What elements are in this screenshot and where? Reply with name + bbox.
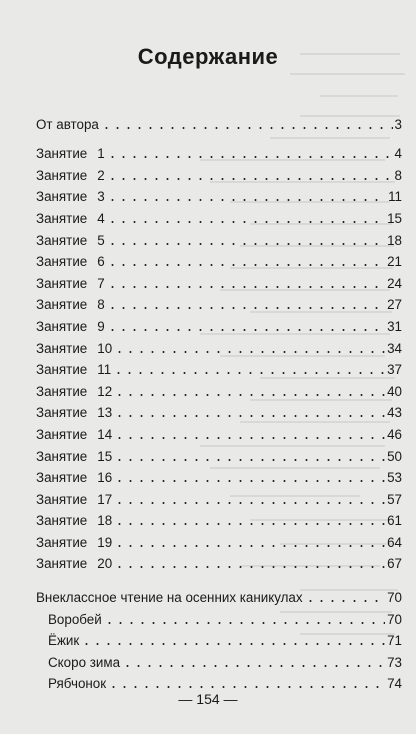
lesson-number: 15 xyxy=(97,448,113,464)
toc-entry-page: 34 xyxy=(387,340,402,356)
lesson-number: 12 xyxy=(97,383,113,399)
toc-row-extra-item-1 xyxy=(36,605,402,627)
dot-leader xyxy=(305,600,386,602)
table-of-contents xyxy=(36,110,402,691)
toc-row-lesson-9 xyxy=(36,312,402,334)
toc-entry-page: 73 xyxy=(387,654,402,670)
dot-leader xyxy=(114,459,385,461)
dot-leader xyxy=(107,307,385,309)
toc-entry-label: Воробей xyxy=(48,611,102,627)
toc-row-extra-item-4 xyxy=(36,670,402,692)
toc-row-lesson-13 xyxy=(36,399,402,421)
toc-row-lesson-17 xyxy=(36,485,402,507)
toc-entry-page: 46 xyxy=(387,426,402,442)
toc-entry-page: 31 xyxy=(387,318,402,334)
toc-entry-label: Занятие xyxy=(36,470,88,486)
toc-entry-page: 37 xyxy=(387,362,402,378)
toc-entry-page: 74 xyxy=(387,676,402,692)
toc-entry-label: Занятие xyxy=(36,189,88,205)
dot-leader xyxy=(107,156,393,158)
toc-row-lesson-10 xyxy=(36,334,402,356)
toc-entry-label: Рябчонок xyxy=(48,676,107,692)
lesson-number: 17 xyxy=(97,491,113,507)
page-number: — 154 — xyxy=(178,691,238,707)
toc-entry-page: 21 xyxy=(387,254,402,270)
toc-entry-page: 70 xyxy=(387,590,402,606)
toc-entry-label: Занятие xyxy=(36,146,88,162)
dot-leader xyxy=(107,264,385,266)
toc-entry-label: Занятие xyxy=(36,383,88,399)
toc-entry-label: Занятие xyxy=(36,254,88,270)
toc-row-lesson-5 xyxy=(36,226,402,248)
toc-entry-page: 71 xyxy=(387,633,402,649)
toc-entry-page: 57 xyxy=(387,491,402,507)
lesson-number: 4 xyxy=(97,210,105,226)
lesson-number: 8 xyxy=(97,297,105,313)
toc-row-lesson-14 xyxy=(36,420,402,442)
toc-entry-label: Занятие xyxy=(36,556,88,572)
lesson-number: 14 xyxy=(97,426,113,442)
dot-leader xyxy=(107,286,385,288)
toc-row-lesson-6 xyxy=(36,248,402,270)
toc-row-lesson-7 xyxy=(36,269,402,291)
lesson-number: 19 xyxy=(97,534,113,550)
lesson-number: 18 xyxy=(97,513,113,529)
dot-leader xyxy=(108,686,385,688)
lesson-number: 6 xyxy=(97,254,105,270)
toc-entry-page: 27 xyxy=(387,297,402,313)
toc-entry-label: Ёжик xyxy=(48,633,80,649)
lesson-number: 2 xyxy=(97,167,105,183)
toc-row-extra-item-3 xyxy=(36,648,402,670)
lesson-number: 16 xyxy=(97,470,113,486)
toc-entry-page: 3 xyxy=(394,116,402,132)
toc-entry-label: Занятие xyxy=(36,513,88,529)
toc-entry-label: Занятие xyxy=(36,448,88,464)
lesson-number: 13 xyxy=(97,405,113,421)
toc-entry-label: От автора xyxy=(36,116,99,132)
toc-entry-label: Занятие xyxy=(36,405,88,421)
lesson-number: 5 xyxy=(97,232,105,248)
dot-leader xyxy=(122,665,385,667)
toc-row-extra-item-2 xyxy=(36,627,402,649)
lesson-number: 10 xyxy=(97,340,113,356)
dot-leader xyxy=(101,127,393,129)
dot-leader xyxy=(81,643,385,645)
toc-entry-page: 15 xyxy=(387,210,402,226)
dot-leader xyxy=(114,437,385,439)
toc-entry-label: Занятие xyxy=(36,340,88,356)
toc-entry-page: 4 xyxy=(394,146,402,162)
dot-leader xyxy=(107,221,385,223)
toc-entry-label: Занятие xyxy=(36,318,88,334)
toc-entry-label: Внеклассное чтение на осенних каникулах xyxy=(36,590,303,606)
toc-entry-page: 67 xyxy=(387,556,402,572)
dot-leader xyxy=(114,545,385,547)
lesson-number: 20 xyxy=(97,556,113,572)
dot-leader xyxy=(114,394,385,396)
dot-leader xyxy=(107,329,385,331)
toc-entry-page: 64 xyxy=(387,534,402,550)
dot-leader xyxy=(107,178,393,180)
lesson-number: 7 xyxy=(97,275,105,291)
dot-leader xyxy=(114,480,385,482)
toc-entry-label: Занятие xyxy=(36,297,88,313)
dot-leader xyxy=(114,523,385,525)
toc-row-lesson-16 xyxy=(36,464,402,486)
lesson-number: 1 xyxy=(97,146,105,162)
toc-row-from-author xyxy=(36,110,402,132)
toc-entry-page: 50 xyxy=(387,448,402,464)
toc-entry-page: 18 xyxy=(387,232,402,248)
toc-row-lesson-1 xyxy=(36,140,402,162)
toc-row-lesson-11 xyxy=(36,356,402,378)
toc-row-lesson-15 xyxy=(36,442,402,464)
lesson-number: 3 xyxy=(97,189,105,205)
toc-entry-page: 11 xyxy=(388,189,402,205)
toc-entry-page: 53 xyxy=(387,470,402,486)
toc-entry-page: 61 xyxy=(387,513,402,529)
toc-entry-label: Занятие xyxy=(36,275,88,291)
toc-entry-page: 24 xyxy=(387,275,402,291)
toc-entry-label: Занятие xyxy=(36,232,88,248)
toc-entry-page: 8 xyxy=(394,167,402,183)
toc-row-extra-reading xyxy=(36,583,402,605)
dot-leader xyxy=(114,566,385,568)
toc-entry-label: Скоро зима xyxy=(48,654,121,670)
dot-leader xyxy=(114,502,385,504)
toc-row-lesson-19 xyxy=(36,528,402,550)
toc-row-lesson-8 xyxy=(36,291,402,313)
lesson-number: 11 xyxy=(97,362,112,378)
toc-entry-label: Занятие xyxy=(36,534,88,550)
dot-leader xyxy=(114,351,385,353)
toc-entry-label: Занятие xyxy=(36,362,88,378)
dot-leader xyxy=(107,199,386,201)
dot-leader xyxy=(104,622,385,624)
toc-entry-label: Занятие xyxy=(36,210,88,226)
toc-entry-label: Занятие xyxy=(36,426,88,442)
toc-row-lesson-12 xyxy=(36,377,402,399)
toc-entry-label: Занятие xyxy=(36,167,88,183)
lesson-number: 9 xyxy=(97,318,105,334)
toc-row-lesson-18 xyxy=(36,507,402,529)
page-title: Содержание xyxy=(137,44,279,69)
toc-entry-page: 40 xyxy=(387,383,402,399)
toc-row-lesson-3 xyxy=(36,183,402,205)
toc-entry-page: 70 xyxy=(387,611,402,627)
toc-row-lesson-20 xyxy=(36,550,402,572)
toc-row-lesson-2 xyxy=(36,161,402,183)
dot-leader xyxy=(107,243,385,245)
dot-leader xyxy=(114,415,385,417)
dot-leader xyxy=(113,372,385,374)
toc-row-lesson-4 xyxy=(36,204,402,226)
toc-entry-label: Занятие xyxy=(36,491,88,507)
toc-entry-page: 43 xyxy=(387,405,402,421)
